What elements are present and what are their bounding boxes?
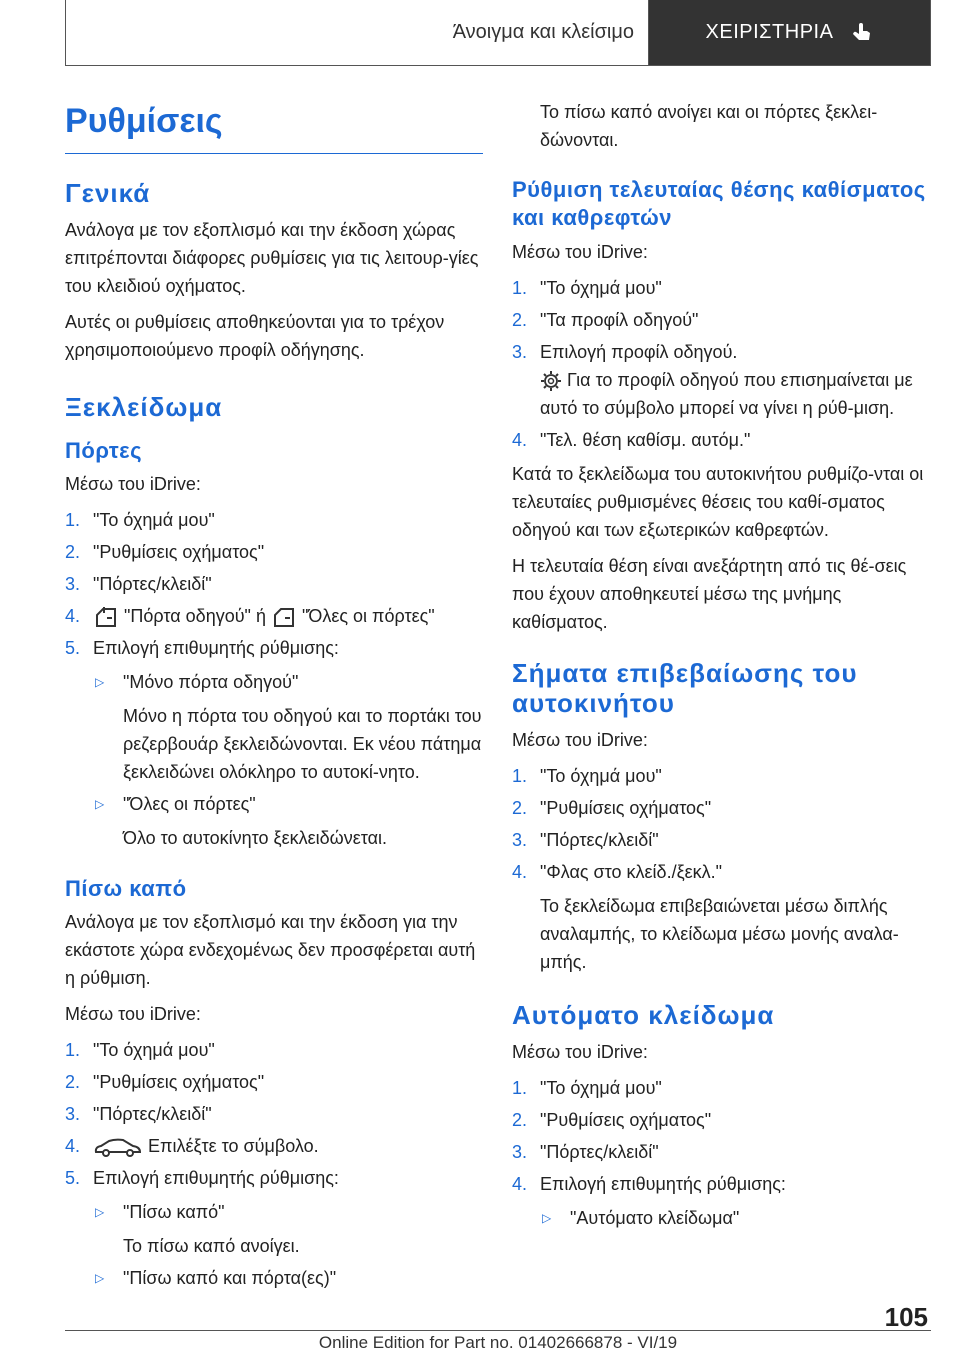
triangle-bullet-icon: ▷ <box>542 1211 552 1225</box>
list-item: 1. "Το όχημά μου" <box>512 1078 662 1098</box>
list-item: 3. "Πόρτες/κλειδί" <box>512 830 659 850</box>
list-item: 4. Επιλογή επιθυμητής ρύθμισης: <box>512 1174 786 1194</box>
seat-intro: Μέσω του iDrive: <box>512 242 648 262</box>
seat-heading: Ρύθμιση τελευταίας θέσης καθίσματος και καθρεφτών <box>512 177 926 230</box>
trunk-continued: Το πίσω καπό ανοίγει και οι πόρτες ξεκλει‐δώνονται. <box>540 102 878 150</box>
confirm-intro: Μέσω του iDrive: <box>512 730 648 750</box>
option-item: ▷ "Πίσω καπό" Το πίσω καπό ανοίγει. <box>93 1198 483 1260</box>
seat-note: Για το προφίλ οδηγού που επισημαίνεται με αυτό το σύμβολο μπορεί να γίνει η ρύθ‐μιση. <box>540 370 913 418</box>
doors-intro: Μέσω του iDrive: <box>65 474 201 494</box>
option-item: ▷ "Πίσω καπό και πόρτα(ες)" <box>93 1264 483 1292</box>
confirm-desc: Το ξεκλείδωμα επιβεβαιώνεται μέσω διπλής αναλαμπής, το κλείδωμα μέσω μονής αναλα‐μπής. <box>540 896 899 972</box>
trunk-paragraph: Ανάλογα με τον εξοπλισμό και την έκδοση για την εκάστοτε χώρα ενδεχομένως δεν προσφέρεται αυτή η ρύθμιση. <box>65 912 476 988</box>
chapter-tab <box>649 0 930 65</box>
triangle-bullet-icon: ▷ <box>95 797 105 811</box>
auto-lock-intro: Μέσω του iDrive: <box>512 1042 648 1062</box>
seat-steps <box>512 274 930 454</box>
page-number: 105 <box>884 1302 928 1332</box>
auto-lock-options <box>512 1204 930 1232</box>
list-item: 2. "Ρυθμίσεις οχήματος" <box>512 1110 712 1130</box>
auto-lock-steps <box>512 1074 930 1198</box>
general-paragraph-2: Αυτές οι ρυθμίσεις αποθηκεύονται για το τρέχον χρησιμοποιούμενο προφίλ οδήγησης. <box>65 312 445 360</box>
list-item: 2. "Ρυθμίσεις οχήματος" <box>65 1072 265 1092</box>
list-item: 1. "Το όχημά μου" <box>512 766 662 786</box>
section-title: Άνοιγμα και κλείσιμο <box>66 0 649 65</box>
trunk-options <box>65 1198 483 1292</box>
list-item: 1. "Το όχημά μου" <box>65 1040 215 1060</box>
page-header <box>65 0 931 66</box>
list-item: 5. Επιλογή επιθυμητής ρύθμισης: <box>65 638 339 658</box>
list-item: 2. "Ρυθμίσεις οχήματος" <box>65 542 265 562</box>
general-heading: Γενικά <box>65 178 151 208</box>
option-item: ▷ "Αυτόματο κλείδωμα" <box>540 1204 930 1232</box>
list-item: 2. "Τα προφίλ οδηγού" <box>512 310 699 330</box>
trunk-steps <box>65 1036 483 1192</box>
chapter-title: ΧΕΙΡΙΣΤΗΡΙΑ <box>705 21 834 43</box>
gear-icon <box>540 370 562 392</box>
seat-paragraph-2: Η τελευταία θέση είναι ανεξάρτητη από τις θέ‐σεις που έχουν αποθηκευτεί μέσω της μνήμης καθίσματος. <box>512 556 907 632</box>
option-item: ▷ "Μόνο πόρτα οδηγού" Μόνο η πόρτα του οδηγού και το πορτάκι του ρεζερβουάρ ξεκλειδώνονται. Εκ νέου πάτημα ξεκλειδώνει ολόκληρο το αυτοκί‐νητο. <box>93 668 483 786</box>
list-item: 3. "Πόρτες/κλειδί" <box>65 574 212 594</box>
car-icon <box>93 1136 143 1158</box>
confirm-heading: Σήματα επιβεβαίωσης του αυτοκινήτου <box>512 658 858 718</box>
list-item: 2. "Ρυθμίσεις οχήματος" <box>512 798 712 818</box>
right-column <box>512 98 930 1236</box>
option-item: ▷ "Όλες οι πόρτες" Όλο το αυτοκίνητο ξεκλειδώνεται. <box>93 790 483 852</box>
seat-paragraph-1: Κατά το ξεκλείδωμα του αυτοκινήτου ρυθμίζο‐νται οι τελευταίες ρυθμισμένες θέσεις του καθί‐σματος οδηγού και των εξωτερικών καθρεφτών. <box>512 464 924 540</box>
list-item: 3. "Πόρτες/κλειδί" <box>512 1142 659 1162</box>
auto-lock-heading: Αυτόματο κλείδωμα <box>512 1000 775 1030</box>
list-item: 1. "Το όχημά μου" <box>65 510 215 530</box>
list-item: 5. Επιλογή επιθυμητής ρύθμισης: <box>65 1168 339 1188</box>
list-item: 3. Επιλογή προφίλ οδηγού. Για το προφίλ οδηγού που επισημαίνεται με αυτό το σύμβολο μπορεί να γίνει η ρύθ‐μιση. <box>512 338 930 422</box>
driver-door-icon <box>93 606 119 628</box>
doors-steps <box>65 506 483 662</box>
triangle-bullet-icon: ▷ <box>95 1271 105 1285</box>
trunk-intro: Μέσω του iDrive: <box>65 1004 201 1024</box>
triangle-bullet-icon: ▷ <box>95 675 105 689</box>
list-item: 4. "Φλας στο κλείδ./ξεκλ." Το ξεκλείδωμα επιβεβαιώνεται μέσω διπλής αναλαμπής, το κλείδωμα μέσω μονής αναλα‐μπής. <box>512 858 930 976</box>
list-item: 4. Επιλέξτε το σύμβολο. <box>65 1132 483 1160</box>
list-item: 4. "Πόρτα οδηγού" ή "Όλες οι πόρτες" <box>65 602 483 630</box>
list-item: 1. "Το όχημά μου" <box>512 278 662 298</box>
page-title: Ρυθμίσεις <box>65 102 483 154</box>
confirm-steps <box>512 762 930 976</box>
list-item: 3. "Πόρτες/κλειδί" <box>65 1104 212 1124</box>
footer-edition: Online Edition for Part no. 01402666878 - VI/19 <box>65 1330 931 1353</box>
doors-heading: Πόρτες <box>65 438 143 463</box>
all-doors-icon <box>271 606 297 628</box>
triangle-bullet-icon: ▷ <box>95 1205 105 1219</box>
left-column <box>65 96 483 1296</box>
list-item: 4. "Τελ. θέση καθίσμ. αυτόμ." <box>512 430 751 450</box>
unlock-heading: Ξεκλείδωμα <box>65 392 223 422</box>
trunk-heading: Πίσω καπό <box>65 876 187 901</box>
hand-pointer-icon <box>849 21 873 45</box>
doors-options <box>65 668 483 852</box>
general-paragraph-1: Ανάλογα με τον εξοπλισμό και την έκδοση χώρας επιτρέπονται διάφορες ρυθμίσεις για τις λειτουρ‐γίες του κλειδιού οχήματος. <box>65 220 479 296</box>
